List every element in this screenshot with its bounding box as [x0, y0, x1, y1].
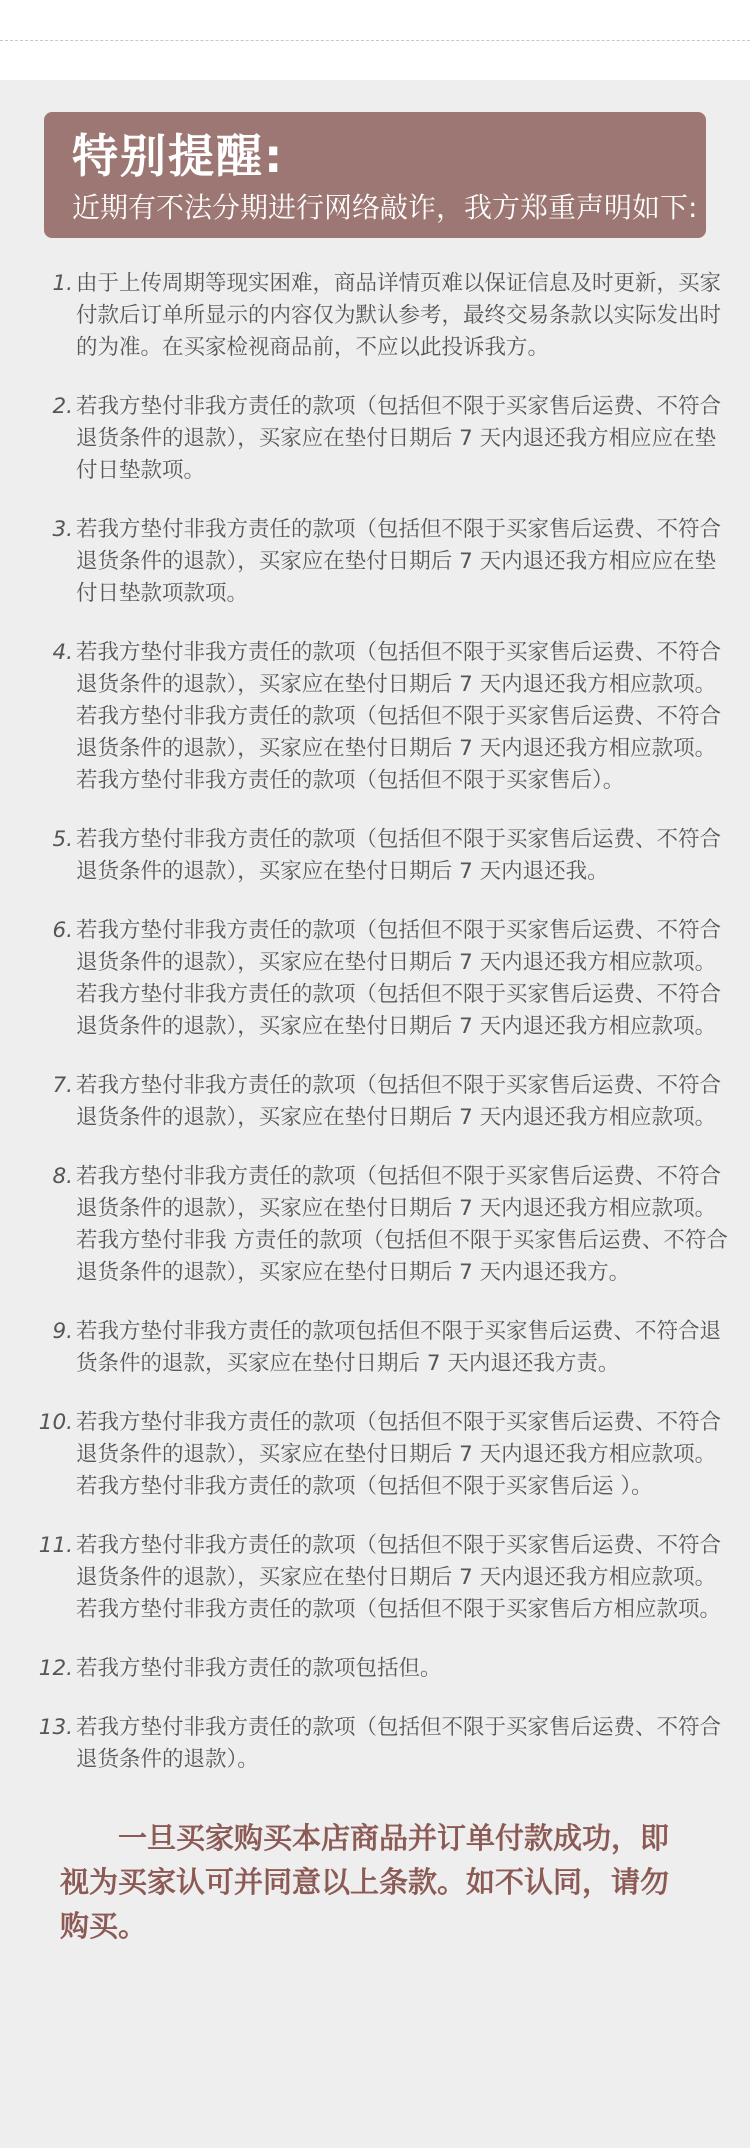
clause-text: 若我方垫付非我方责任的款项（包括但不限于买家售后运费、不符合退货条件的退款），买家应在垫付日期后 7 天内退还我方相应款项。若我方垫付非我方责任的款项（包括但不限于买家售后运费、不符合退货条件的退款），买家应在垫付日期后 7 天内退还我方相应款项。	[76, 918, 722, 1039]
clause-item	[0, 391, 750, 487]
clause-item	[0, 637, 750, 797]
top-header-area	[0, 0, 750, 80]
clause-text: 若我方垫付非我方责任的款项（包括但不限于买家售后运费、不符合退货条件的退款）。	[76, 1715, 722, 1772]
clause-text: 若我方垫付非我方责任的款项（包括但不限于买家售后运费、不符合退货条件的退款），买家应在垫付日期后 7 天内退还我方相应款项。若我方垫付非我方责任的款项（包括但不限于买家售后运 ）。	[76, 1410, 722, 1499]
clause-text: 若我方垫付非我方责任的款项（包括但不限于买家售后运费、不符合退货条件的退款），买家应在垫付日期后 7 天内退还我方相应款项。若我方垫付非我方责任的款项（包括但不限于买家售后运费、不符合退货条件的退款），买家应在垫付日期后 7 天内退还我方相应款项。若我方垫付非我方责任的款项（包括但不限于买家售后）。	[76, 640, 722, 793]
clause-number: 12.	[38, 1656, 73, 1681]
clause-number: 8.	[52, 1164, 73, 1189]
clause-item	[0, 1653, 750, 1685]
clause-item	[0, 1070, 750, 1134]
clause-number: 6.	[52, 918, 73, 943]
notice-banner	[44, 112, 706, 238]
clause-text: 若我方垫付非我方责任的款项（包括但不限于买家售后运费、不符合退货条件的退款），买家应在垫付日期后 7 天内退还我方相应款项。	[76, 1073, 722, 1130]
clause-text: 若我方垫付非我方责任的款项（包括但不限于买家售后运费、不符合退货条件的退款），买家应在垫付日期后 7 天内退还我方相应款项。若我方垫付非我方责任的款项（包括但不限于买家售后方相应款项。	[76, 1533, 722, 1622]
clause-number: 3.	[52, 517, 73, 542]
clause-number: 11.	[38, 1533, 73, 1558]
clause-number: 9.	[52, 1319, 73, 1344]
clause-item	[0, 268, 750, 364]
clause-number: 5.	[52, 827, 73, 852]
clause-text: 若我方垫付非我方责任的款项（包括但不限于买家售后运费、不符合退货条件的退款），买家应在垫付日期后 7 天内退还我。	[76, 827, 722, 884]
clause-number: 2.	[52, 394, 73, 419]
clause-item	[0, 1712, 750, 1776]
clause-item	[0, 1530, 750, 1626]
clause-item	[0, 915, 750, 1043]
clause-item	[0, 824, 750, 888]
clause-text: 由于上传周期等现实困难，商品详情页难以保证信息及时更新，买家付款后订单所显示的内容仅为默认参考，最终交易条款以实际发出时的为准。在买家检视商品前，不应以此投诉我方。	[76, 271, 722, 360]
clause-item	[0, 1161, 750, 1289]
banner-subtitle: 近期有不法分期进行网络敲诈，我方郑重声明如下:	[72, 191, 698, 224]
clause-number: 10.	[38, 1410, 73, 1435]
notice-content	[0, 80, 750, 2148]
clause-text: 若我方垫付非我方责任的款项包括但。	[76, 1656, 442, 1681]
closing-statement: 一旦买家购买本店商品并订单付款成功，即视为买家认可并同意以上条款。如不认同，请勿购买。	[60, 1821, 670, 1943]
clause-text: 若我方垫付非我方责任的款项（包括但不限于买家售后运费、不符合退货条件的退款），买家应在垫付日期后 7 天内退还我方相应款项。若我方垫付非我 方责任的款项（包括但不限于买家售后运费、不符合退货条件的退款），买家应在垫付日期后 7 天内退还我方。	[76, 1164, 728, 1285]
clause-number: 1.	[52, 271, 73, 296]
clause-text: 若我方垫付非我方责任的款项（包括但不限于买家售后运费、不符合退货条件的退款），买家应在垫付日期后 7 天内退还我方相应应在垫付日垫款项。	[76, 394, 722, 483]
clause-number: 7.	[52, 1073, 73, 1098]
clause-item	[0, 514, 750, 610]
clause-text: 若我方垫付非我方责任的款项（包括但不限于买家售后运费、不符合退货条件的退款），买家应在垫付日期后 7 天内退还我方相应应在垫付日垫款项款项。	[76, 517, 722, 606]
dashed-divider	[0, 40, 750, 41]
clause-number: 4.	[52, 640, 73, 665]
clause-item	[0, 1316, 750, 1380]
clause-item	[0, 1407, 750, 1503]
banner-title: 特别提醒:	[72, 129, 285, 183]
clause-text: 若我方垫付非我方责任的款项包括但不限于买家售后运费、不符合退货条件的退款，买家应在垫付日期后 7 天内退还我方责。	[76, 1319, 722, 1376]
clause-number: 13.	[38, 1715, 73, 1740]
clause-list	[0, 268, 750, 1776]
